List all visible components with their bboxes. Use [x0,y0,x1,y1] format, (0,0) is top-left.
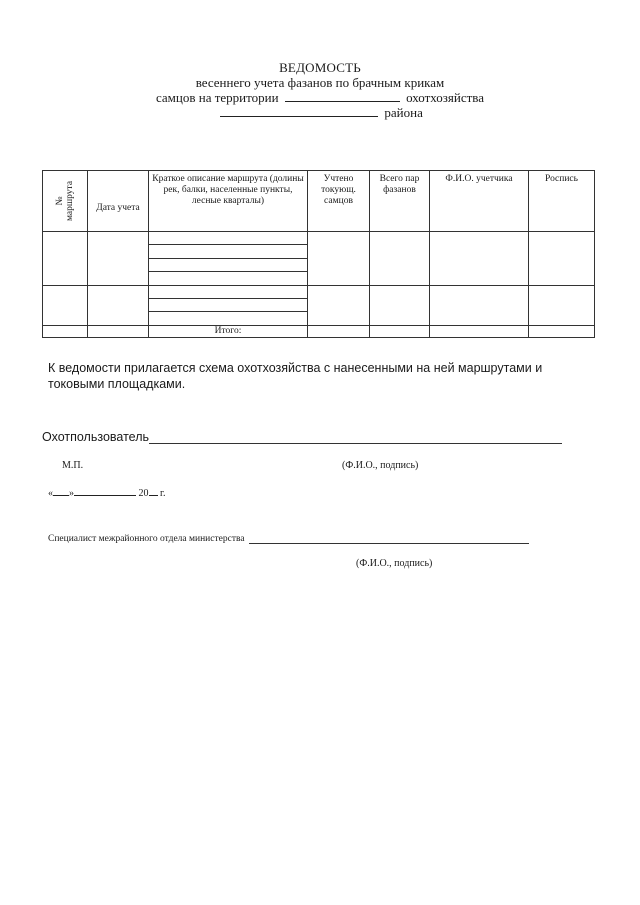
total-pairs[interactable] [370,325,430,337]
date-quote-open: « [48,488,53,499]
header-district-label: района [384,105,423,120]
header-hunting-label: охотхозяйства [406,90,485,105]
cell-description[interactable] [149,285,308,325]
user-fio-sign-label: (Ф.И.О., подпись) [342,460,419,471]
specialist-line [48,533,529,544]
date-line [48,486,165,499]
col-date: Дата учета [88,171,149,232]
header-line-3 [0,105,640,120]
cell-counter-name[interactable] [430,285,529,325]
specialist-label: Специалист межрайонного отдела министерства [48,534,245,544]
hunting-user-blank[interactable] [149,430,562,444]
col-counter-name: Ф.И.О. учетчика [430,171,529,232]
cell-signature[interactable] [529,285,595,325]
census-table [42,170,595,338]
table-header-row [43,171,595,232]
date-quote-close: » [69,488,74,499]
day-blank[interactable] [53,486,69,496]
header-territory-label: самцов на территории [155,90,279,105]
total-label: Итого: [149,325,308,337]
table-row [43,232,595,286]
document-header [0,60,640,120]
total-cell-empty [88,325,149,337]
total-counted[interactable] [308,325,370,337]
document-title: ВЕДОМОСТЬ [279,60,361,75]
hunting-user-label: Охотпользователь [42,430,149,444]
specialist-fio-sign-label: (Ф.И.О., подпись) [356,558,433,569]
cell-signature[interactable] [529,232,595,286]
table-row [43,285,595,325]
total-cell-empty [43,325,88,337]
cell-route-no[interactable] [43,285,88,325]
year-suffix: г. [160,488,166,499]
cell-counted[interactable] [308,232,370,286]
header-line-1: весеннего учета фазанов по брачным крикам [195,75,445,90]
cell-counter-name[interactable] [430,232,529,286]
cell-pairs[interactable] [370,232,430,286]
col-description: Краткое описание маршрута (долины рек, балки, населенные пункты, лесные кварталы) [149,171,308,232]
cell-date[interactable] [88,232,149,286]
cell-counted[interactable] [308,285,370,325]
col-signature: Роспись [529,171,595,232]
col-counted: Учтено токующ. самцов [308,171,370,232]
header-line-2 [0,90,640,105]
scheme-note: К ведомости прилагается схема охотхозяйства с нанесенными на ней маршрутами и токовыми площадками. [48,361,543,391]
total-cell-empty [430,325,529,337]
hunting-user-line [42,430,562,444]
cell-date[interactable] [88,285,149,325]
col-route-no: № маршрута [43,171,88,232]
cell-pairs[interactable] [370,285,430,325]
stamp-label: М.П. [62,460,84,471]
total-cell-empty [529,325,595,337]
specialist-blank[interactable] [249,533,529,544]
year-prefix: 20 [138,488,149,499]
district-blank [220,105,378,117]
col-pairs: Всего пар фазанов [370,171,430,232]
year-blank[interactable] [149,486,158,496]
cell-description[interactable] [149,232,308,286]
month-blank[interactable] [74,486,136,496]
total-row [43,325,595,337]
cell-route-no[interactable] [43,232,88,286]
territory-blank [285,90,400,102]
